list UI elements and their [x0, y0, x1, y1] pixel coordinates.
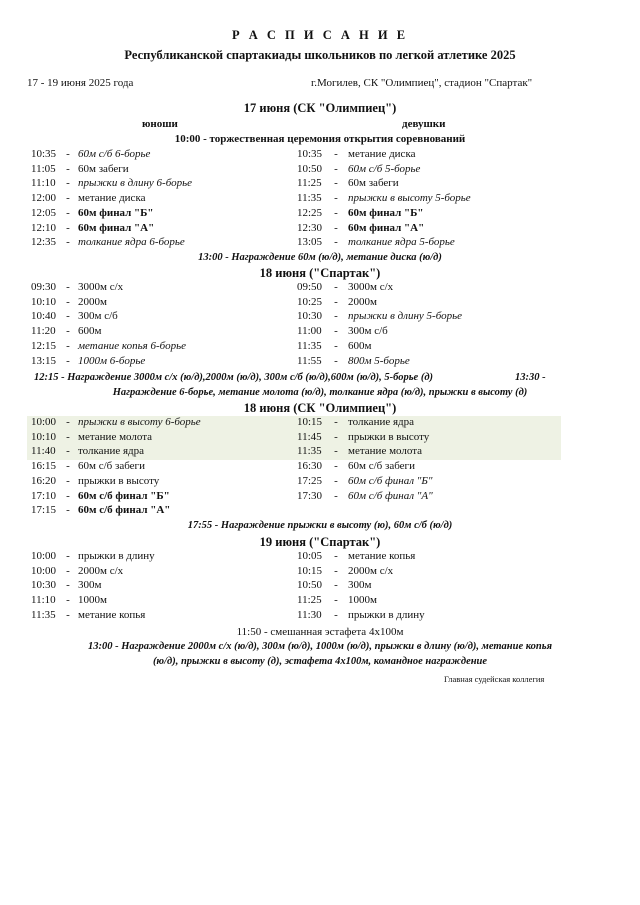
boys-column-header: юноши: [142, 118, 178, 130]
schedule-row: [0, 355, 640, 370]
schedule-row: [27, 416, 561, 431]
schedule-row: [0, 310, 640, 325]
boys-time: 12:35: [31, 236, 57, 249]
girls-time: 10:15: [297, 564, 323, 577]
girls-time: 10:30: [297, 310, 323, 323]
boys-time: 11:35: [31, 608, 56, 621]
boys-time: 10:35: [31, 148, 57, 160]
boys-time: 10:00: [31, 416, 57, 428]
footer-signature: Главная судейская коллегия: [444, 674, 545, 684]
boys-event: толкание ядра: [78, 445, 145, 458]
girls-time: 10:35: [297, 148, 323, 160]
boys-time: 12:00: [31, 192, 57, 205]
girls-time: 12:30: [297, 221, 323, 234]
girls-time: 10:50: [297, 162, 323, 175]
boys-event: 60м финал "Б": [78, 206, 154, 219]
girls-time: 12:25: [297, 206, 323, 219]
girls-time: 11:30: [297, 608, 322, 621]
dash: -: [66, 564, 70, 577]
girls-time: 10:15: [297, 416, 323, 428]
dash: -: [66, 295, 70, 308]
boys-time: 11:05: [31, 162, 56, 175]
dash: -: [66, 460, 70, 473]
dash: -: [66, 594, 70, 607]
schedule-row: [27, 445, 561, 460]
dash: -: [334, 162, 338, 175]
boys-event: метание копья: [78, 608, 146, 621]
dash: -: [334, 295, 338, 308]
girls-time: 11:25: [297, 177, 322, 190]
dash: -: [66, 550, 70, 562]
dash: -: [334, 460, 338, 473]
boys-time: 10:10: [31, 430, 57, 443]
dash: -: [66, 236, 70, 249]
event-dates: 17 - 19 июня 2025 года: [27, 77, 134, 89]
dash: -: [66, 445, 70, 458]
boys-event: 60м финал "А": [78, 221, 155, 234]
opening-ceremony: 10:00 - торжественная церемония открытия соревнований: [174, 133, 466, 145]
schedule-row: [0, 609, 640, 624]
dash: -: [66, 579, 70, 592]
boys-time: 10:30: [31, 579, 57, 592]
dash: -: [66, 430, 70, 443]
schedule-row: [0, 236, 640, 251]
dash: -: [66, 325, 70, 338]
girls-event: прыжки в высоту 5-борье: [348, 192, 471, 205]
girls-event: метание диска: [348, 148, 416, 160]
boys-event: 60м с/б финал "А": [78, 504, 171, 517]
day4-award-line1: 13:00 - Награждение 2000м с/х (ю/д), 300м (ю/д), 1000м (ю/д), прыжки в длину (ю/д), метание копья: [88, 641, 552, 652]
dash: -: [334, 489, 338, 502]
schedule-row: [0, 177, 640, 192]
day1-award: 13:00 - Награждение 60м (ю/д), метание диска (ю/д): [198, 252, 442, 263]
dash: -: [334, 148, 338, 160]
schedule-row: [0, 565, 640, 580]
day2-award-line1: 12:15 - Награждение 3000м с/х (ю/д),2000м (ю/д), 300м с/б (ю/д),600м (ю/д), 5-борье (д): [34, 372, 434, 383]
dash: -: [66, 416, 70, 428]
dash: -: [334, 445, 338, 458]
girls-time: 13:05: [297, 236, 323, 249]
dash: -: [66, 148, 70, 160]
boys-event: 600м: [78, 325, 102, 338]
boys-event: прыжки в высоту: [78, 474, 160, 487]
dash: -: [66, 177, 70, 190]
document-title: Р А С П И С А Н И Е: [231, 28, 409, 42]
girls-time: 10:25: [297, 295, 323, 308]
boys-event: 60м с/б забеги: [78, 460, 145, 473]
dash: -: [334, 416, 338, 428]
boys-event: толкание ядра 6-борье: [78, 236, 185, 249]
boys-time: 12:05: [31, 206, 57, 219]
girls-event: прыжки в высоту: [348, 430, 430, 443]
dash: -: [66, 281, 70, 293]
girls-event: прыжки в длину: [348, 608, 425, 621]
boys-time: 16:15: [31, 460, 57, 473]
dash: -: [334, 474, 338, 487]
dash: -: [66, 310, 70, 323]
dash: -: [334, 564, 338, 577]
schedule-row: [0, 594, 640, 609]
dash: -: [66, 489, 70, 502]
girls-time: 11:35: [297, 339, 322, 352]
boys-event: метание диска: [78, 192, 146, 205]
dash: -: [334, 325, 338, 338]
girls-time: 11:35: [297, 192, 322, 205]
boys-time: 11:40: [31, 445, 56, 458]
girls-event: 60м забеги: [348, 177, 399, 190]
schedule-row: [27, 431, 561, 446]
girls-time: 16:30: [297, 460, 323, 473]
girls-event: 60м с/б финал "А": [348, 489, 433, 502]
dash: -: [66, 504, 70, 517]
girls-event: 60м с/б финал "Б": [348, 474, 433, 487]
boys-time: 09:30: [31, 281, 57, 293]
girls-time: 10:05: [297, 550, 323, 562]
boys-time: 10:00: [31, 564, 57, 577]
girls-event: 60м с/б 5-борье: [348, 162, 421, 175]
schedule-row: [0, 579, 640, 594]
schedule-row: [0, 340, 640, 355]
dash: -: [66, 354, 70, 367]
document-subtitle: Республиканской спартакиады школьников по легкой атлетике 2025: [124, 48, 516, 62]
dash: -: [66, 206, 70, 219]
girls-event: 60м финал "А": [348, 221, 425, 234]
girls-event: 2000м: [348, 295, 377, 308]
schedule-row: [0, 148, 640, 163]
dash: -: [334, 430, 338, 443]
boys-event: прыжки в длину 6-борье: [78, 177, 192, 190]
boys-event: 60м с/б финал "Б": [78, 489, 170, 502]
girls-time: 10:50: [297, 579, 323, 592]
dash: -: [66, 608, 70, 621]
boys-time: 12:10: [31, 221, 57, 234]
girls-time: 11:45: [297, 430, 322, 443]
girls-time: 11:55: [297, 354, 322, 367]
girls-event: метание копья: [348, 550, 416, 562]
girls-column-header: девушки: [402, 118, 446, 130]
girls-event: 300м с/б: [348, 325, 388, 338]
girls-event: 60м финал "Б": [348, 206, 424, 219]
day4-award-line2: (ю/д), прыжки в высоту (д), эстафета 4х100м, командное награждение: [152, 656, 488, 667]
schedule-row: [0, 490, 640, 505]
boys-time: 17:15: [31, 504, 57, 517]
boys-time: 12:15: [31, 339, 57, 352]
boys-time: 13:15: [31, 354, 57, 367]
girls-event: 300м: [348, 579, 372, 592]
day3-award: 17:55 - Награждение прыжки в высоту (ю), 60м с/б (ю/д): [187, 520, 453, 531]
girls-event: 2000м с/х: [348, 564, 394, 577]
dash: -: [66, 339, 70, 352]
girls-time: 11:35: [297, 445, 322, 458]
dash: -: [334, 594, 338, 607]
girls-time: 11:00: [297, 325, 322, 338]
boys-event: 1000м: [78, 594, 107, 607]
day3-title: 18 июня (СК "Олимпиец"): [243, 401, 397, 415]
girls-event: 1000м: [348, 594, 377, 607]
dash: -: [66, 162, 70, 175]
day1-title: 17 июня (СК "Олимпиец"): [243, 101, 397, 115]
boys-event: 60м забеги: [78, 162, 129, 175]
schedule-row: [0, 163, 640, 178]
schedule-row: [0, 475, 640, 490]
boys-event: 1000м 6-борье: [78, 354, 146, 367]
schedule-row: [0, 325, 640, 340]
event-venue: г.Могилев, СК "Олимпиец", стадион "Спартак": [311, 77, 533, 89]
day2-award-line2: Награждение 6-борье, метание молота (ю/д), толкание ядра (ю/д), прыжки в высоту (д): [112, 387, 528, 398]
girls-event: 600м: [348, 339, 372, 352]
girls-event: 60м с/б забеги: [348, 460, 415, 473]
girls-event: 3000м с/х: [348, 281, 394, 293]
dash: -: [334, 281, 338, 293]
dash: -: [334, 236, 338, 249]
boys-event: метание копья 6-борье: [78, 339, 186, 352]
boys-time: 10:40: [31, 310, 57, 323]
boys-event: 2000м: [78, 295, 107, 308]
girls-event: метание молота: [348, 445, 423, 458]
schedule-row: [0, 281, 640, 296]
girls-time: 09:50: [297, 281, 323, 293]
girls-event: толкание ядра 5-борье: [348, 236, 455, 249]
dash: -: [334, 177, 338, 190]
relay-line: 11:50 - смешанная эстафета 4х100м: [236, 626, 404, 638]
dash: -: [334, 339, 338, 352]
boys-time: 17:10: [31, 489, 57, 502]
boys-time: 11:20: [31, 325, 56, 338]
girls-time: 11:25: [297, 594, 322, 607]
boys-event: 60м с/б 6-борье: [78, 148, 151, 160]
dash: -: [334, 206, 338, 219]
girls-time: 17:25: [297, 474, 323, 487]
boys-event: 2000м с/х: [78, 564, 124, 577]
dash: -: [66, 474, 70, 487]
girls-time: 17:30: [297, 489, 323, 502]
boys-time: 10:10: [31, 295, 57, 308]
schedule-row: [0, 192, 640, 207]
schedule-row: [0, 207, 640, 222]
boys-event: 300м: [78, 579, 102, 592]
dash: -: [334, 221, 338, 234]
girls-event: толкание ядра: [348, 416, 415, 428]
boys-event: 3000м с/х: [78, 281, 124, 293]
boys-time: 11:10: [31, 594, 56, 607]
dash: -: [66, 192, 70, 205]
boys-event: прыжки в высоту 6-борье: [78, 416, 201, 428]
schedule-row: [0, 460, 640, 475]
girls-event: 800м 5-борье: [348, 354, 410, 367]
schedule-row: [0, 550, 640, 565]
schedule-row: [0, 296, 640, 311]
dash: -: [66, 221, 70, 234]
boys-time: 16:20: [31, 474, 57, 487]
boys-event: метание молота: [78, 430, 153, 443]
schedule-row: [0, 504, 640, 519]
boys-time: 11:10: [31, 177, 56, 190]
dash: -: [334, 608, 338, 621]
girls-event: прыжки в длину 5-борье: [348, 310, 462, 323]
schedule-row: [0, 222, 640, 237]
dash: -: [334, 550, 338, 562]
dash: -: [334, 354, 338, 367]
dash: -: [334, 579, 338, 592]
dash: -: [334, 192, 338, 205]
day2-award-line1-time: 13:30 -: [515, 372, 546, 383]
day4-title: 19 июня ("Спартак"): [259, 535, 381, 549]
day2-title: 18 июня ("Спартак"): [259, 266, 381, 280]
boys-event: 300м с/б: [78, 310, 118, 323]
boys-event: прыжки в длину: [78, 550, 155, 562]
dash: -: [334, 310, 338, 323]
boys-time: 10:00: [31, 550, 57, 562]
